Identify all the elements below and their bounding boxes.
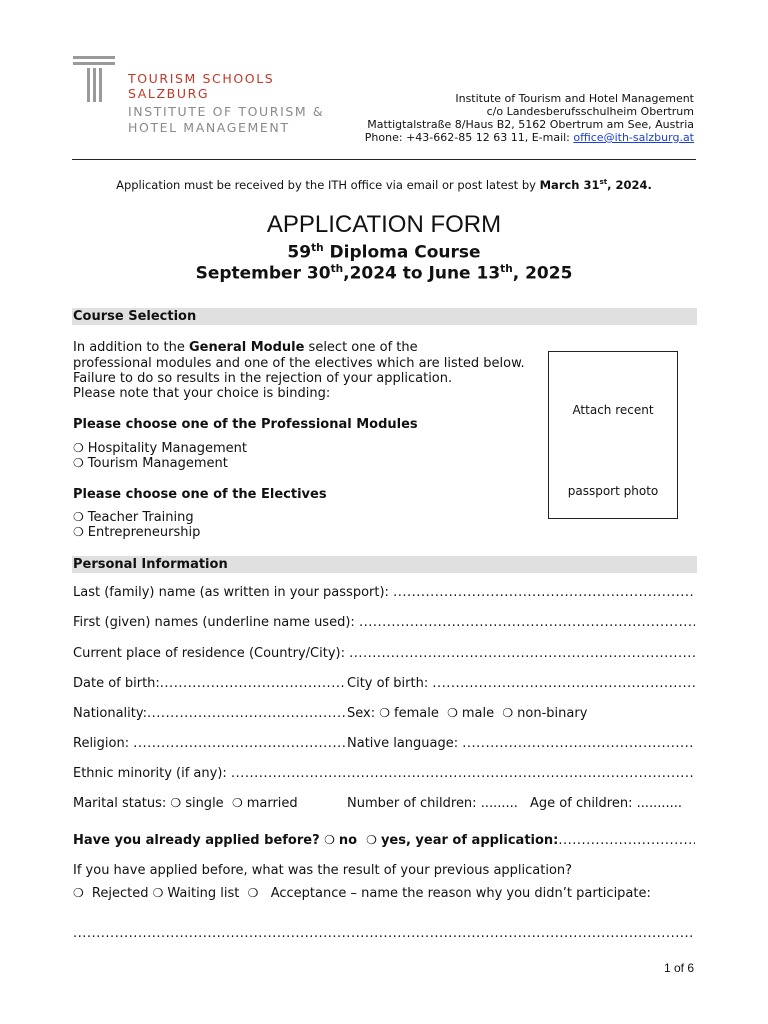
intro-post: select one of the: [304, 340, 418, 355]
radio-icon: ❍: [170, 796, 182, 810]
logo-line-2: SALZBURG: [128, 86, 210, 101]
option-label: non-binary: [517, 706, 588, 721]
city-of-birth-field[interactable]: [347, 676, 695, 691]
result-rejected[interactable]: [73, 886, 148, 901]
sex-male[interactable]: [447, 706, 494, 721]
sex-field: [347, 706, 587, 721]
radio-icon: ❍: [447, 706, 458, 720]
radio-icon: ❍: [502, 706, 514, 720]
option-entrepreneurship[interactable]: [73, 525, 200, 540]
radio-icon: ❍: [324, 833, 335, 847]
field-label: Native language:: [347, 736, 459, 751]
residence-field[interactable]: [73, 646, 695, 661]
radio-icon: ❍: [379, 706, 391, 720]
reason-field[interactable]: [73, 926, 695, 941]
option-label: Rejected: [91, 886, 149, 901]
option-label: Tourism Management: [87, 456, 228, 471]
page-number: 1 of 6: [663, 961, 694, 975]
intro-pre: In addition to the: [73, 340, 189, 355]
children-field[interactable]: Number of children: .........: [347, 796, 518, 811]
fill-line: [160, 676, 346, 691]
address-line-1: Institute of Tourism and Hotel Management: [455, 92, 694, 105]
marital-married[interactable]: [232, 796, 298, 811]
logo-line-4: HOTEL MANAGEMENT: [128, 120, 290, 135]
radio-icon: ❍: [231, 796, 243, 810]
school-logo-icon: [73, 56, 115, 102]
logo-line-1: TOURISM SCHOOLS: [128, 71, 275, 86]
option-label: Waiting list: [167, 886, 240, 901]
fill-line: [73, 926, 695, 941]
course-selection-heading: Course Selection: [72, 308, 697, 325]
native-language-field[interactable]: [347, 736, 695, 751]
sex-label: Sex:: [347, 706, 376, 721]
intro-bold: General Module: [188, 340, 305, 355]
photo-label-2: passport photo: [567, 484, 659, 498]
intro-line-4: Please note that your choice is binding:: [73, 386, 331, 401]
radio-icon: ❍: [73, 886, 84, 900]
dob-field[interactable]: [73, 676, 346, 691]
deadline-date: March 31: [539, 177, 600, 192]
intro-line-3: Failure to do so results in the rejection of your application.: [73, 371, 453, 386]
result-waiting-list[interactable]: [153, 886, 240, 901]
personal-info-heading: Personal Information: [72, 556, 697, 573]
course-title: [0, 242, 768, 263]
passport-photo-box[interactable]: [548, 351, 678, 519]
option-teacher-training[interactable]: [73, 510, 194, 525]
phone-text: Phone: +43-662-85 12 63 11, E-mail:: [364, 131, 574, 144]
option-tourism[interactable]: [73, 456, 228, 471]
period-end: , 2025: [512, 263, 573, 284]
address-line-2: c/o Landesberufsschulheim Obertrum: [486, 105, 694, 118]
sex-non-binary[interactable]: [502, 706, 587, 721]
marital-status-field: [73, 796, 298, 811]
course-number: 59: [287, 242, 312, 263]
ethnic-minority-field[interactable]: [73, 766, 695, 781]
fill-line: [432, 676, 695, 691]
year-fill-line[interactable]: [558, 833, 695, 848]
fill-line: [359, 615, 695, 630]
fill-line: [231, 766, 695, 781]
result-question: If you have applied before, what was the result of your previous application?: [73, 863, 573, 878]
radio-icon: ❍: [247, 886, 259, 900]
result-options: [73, 886, 651, 901]
field-label: Ethnic minority (if any):: [73, 766, 227, 781]
radio-icon: ❍: [73, 510, 84, 524]
professional-heading: Please choose one of the Professional Modules: [73, 417, 418, 432]
option-label: married: [246, 796, 298, 811]
option-label: single: [185, 796, 224, 811]
result-acceptance[interactable]: [248, 886, 651, 901]
deadline-year: , 2024.: [607, 177, 652, 192]
option-label: Entrepreneurship: [87, 525, 201, 540]
intro-line-2: professional modules and one of the electives which are listed below.: [73, 356, 525, 371]
field-label: Last (family) name (as written in your passport):: [73, 585, 389, 600]
option-label: Hospitality Management: [87, 441, 247, 456]
email-link[interactable]: office@ith-salzburg.at: [573, 131, 694, 144]
deadline-text: Application must be received by the ITH office via email or post latest by: [116, 177, 540, 192]
period-start: September 30: [195, 263, 331, 284]
fill-line: [462, 736, 695, 751]
option-label: Teacher Training: [87, 510, 194, 525]
first-name-field[interactable]: [73, 615, 695, 630]
radio-icon: ❍: [73, 441, 84, 455]
field-label: Date of birth:: [73, 676, 160, 691]
option-label: yes, year of application:: [380, 833, 559, 848]
deadline-notice: [0, 177, 768, 192]
sex-female[interactable]: [379, 706, 439, 721]
marital-label: Marital status:: [73, 796, 167, 811]
electives-heading: Please choose one of the Electives: [73, 487, 327, 502]
option-label: Acceptance – name the reason why you didn’t participate:: [270, 886, 651, 901]
fill-line: [393, 585, 695, 600]
field-label: Current place of residence (Country/City):: [73, 646, 345, 661]
header-divider: [72, 159, 696, 160]
radio-icon: ❍: [73, 456, 84, 470]
option-hospitality[interactable]: [73, 441, 247, 456]
photo-label-1: Attach recent: [572, 403, 654, 417]
applied-no[interactable]: [324, 833, 357, 848]
radio-icon: ❍: [152, 886, 164, 900]
fill-line: [349, 646, 695, 661]
applied-before-field: [73, 833, 695, 848]
option-label: male: [461, 706, 495, 721]
applied-yes[interactable]: [366, 833, 558, 848]
course-number-sup: th: [311, 242, 324, 254]
deadline-date-sup: st: [599, 177, 608, 186]
radio-icon: ❍: [73, 525, 84, 539]
course-name: Diploma Course: [323, 242, 481, 263]
address-line-3: Mattigtalstraße 8/Haus B2, 5162 Obertrum am See, Austria: [367, 118, 694, 131]
field-label: Religion:: [73, 736, 130, 751]
intro-line-1: [73, 340, 418, 355]
page-title: APPLICATION FORM: [266, 211, 502, 238]
period-end-sup: th: [500, 263, 513, 275]
period-middle: ,2024 to June 13: [343, 263, 501, 284]
fill-line: [147, 706, 346, 721]
fill-line: [133, 736, 346, 751]
nationality-field[interactable]: [73, 706, 346, 721]
field-label: City of birth:: [347, 676, 429, 691]
field-label: Nationality:: [73, 706, 148, 721]
marital-single[interactable]: [170, 796, 223, 811]
last-name-field[interactable]: [73, 585, 695, 600]
period-start-sup: th: [330, 263, 344, 275]
option-label: female: [394, 706, 439, 721]
applied-before-label: Have you already applied before?: [73, 833, 320, 848]
address-contact: [365, 131, 694, 144]
field-label: First (given) names (underline name used):: [73, 615, 355, 630]
logo-line-3: INSTITUTE OF TOURISM &: [128, 104, 325, 119]
option-label: no: [338, 833, 358, 848]
religion-field[interactable]: [73, 736, 346, 751]
age-of-children-field[interactable]: Age of children: ...........: [530, 796, 683, 811]
course-period: [0, 263, 768, 284]
radio-icon: ❍: [366, 833, 377, 847]
